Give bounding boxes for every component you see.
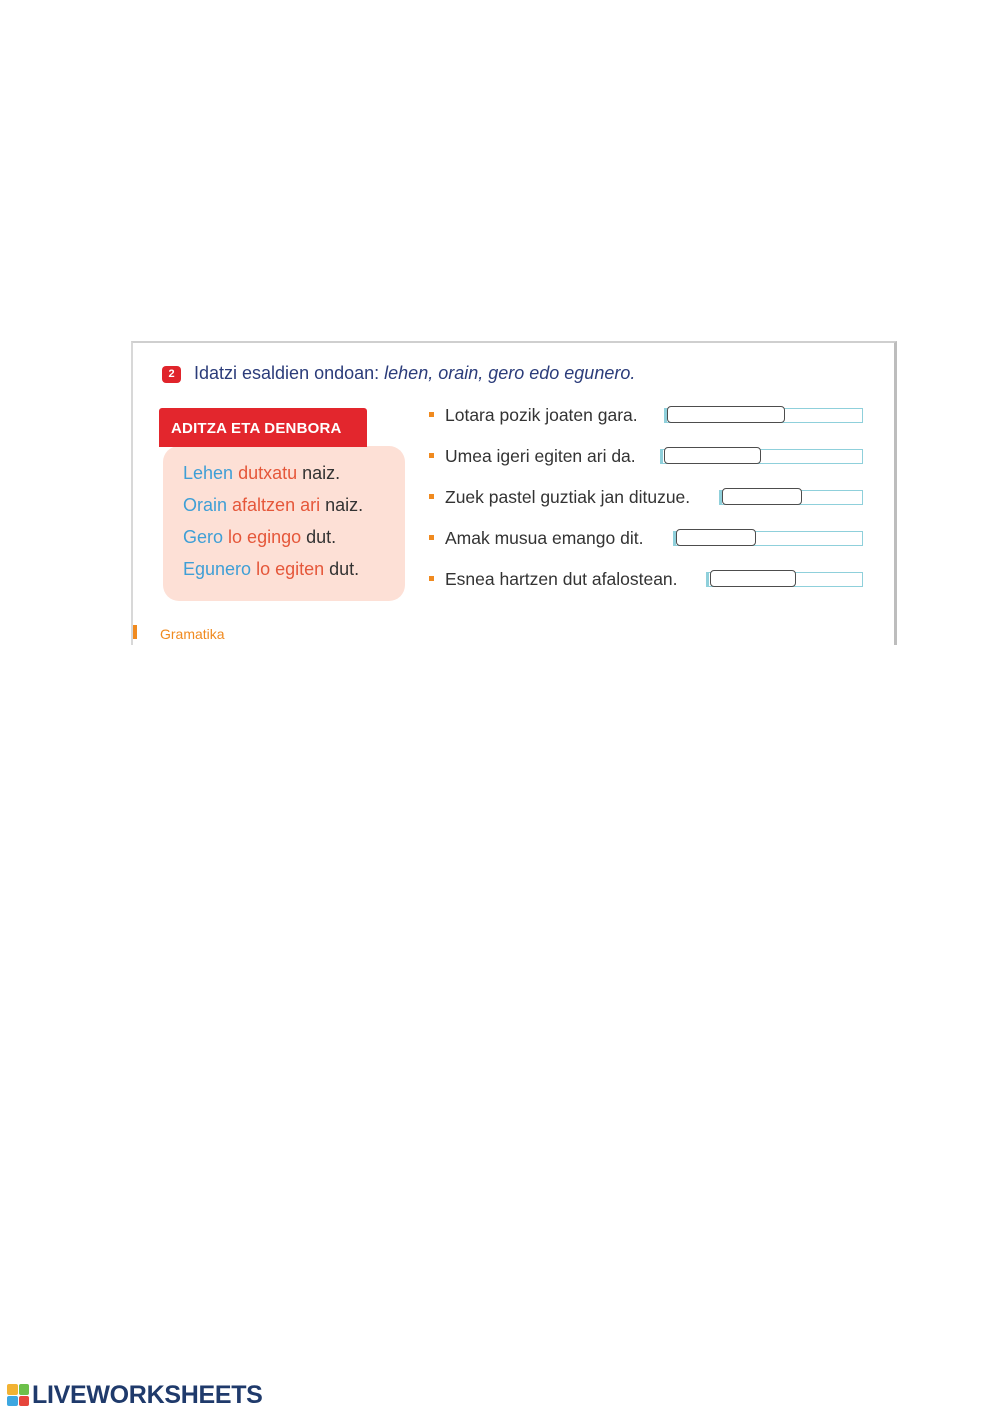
example-time-word: Egunero — [183, 559, 252, 579]
example-aux: dut. — [306, 527, 337, 547]
exercise-sentence — [429, 528, 643, 549]
bullet-icon — [429, 412, 434, 417]
footer-section-label: Gramatika — [160, 626, 225, 642]
brand-name: LIVEWORKSHEETS — [32, 1380, 263, 1409]
exercise-number-badge: 2 — [162, 366, 181, 383]
sentence-text: Zuek pastel guztiak jan dituzue. — [445, 487, 691, 507]
exercise-sentence — [429, 487, 690, 508]
instruction-intro: Idatzi esaldien ondoan: — [194, 363, 385, 383]
example-aux: naiz. — [302, 463, 341, 483]
liveworksheets-brand — [7, 1380, 263, 1409]
logo-square — [7, 1384, 18, 1395]
sentence-text: Lotara pozik joaten gara. — [445, 405, 638, 425]
bullet-icon — [429, 576, 434, 581]
grammar-example — [183, 527, 336, 548]
exercise-sentence — [429, 405, 638, 426]
exercise-sentence — [429, 569, 678, 590]
liveworksheets-logo-icon — [7, 1384, 29, 1406]
sentence-text: Umea igeri egiten ari da. — [445, 446, 636, 466]
example-aux: naiz. — [325, 495, 364, 515]
answer-input[interactable] — [664, 447, 761, 464]
grammar-example — [183, 495, 363, 516]
sentence-text: Amak musua emango dit. — [445, 528, 644, 548]
logo-square — [19, 1384, 30, 1395]
example-verb: lo egingo — [228, 527, 302, 547]
answer-input[interactable] — [710, 570, 796, 587]
example-verb: lo egiten — [256, 559, 325, 579]
example-verb: afaltzen ari — [232, 495, 321, 515]
example-time-word: Orain — [183, 495, 228, 515]
grammar-example — [183, 559, 359, 580]
exercise-instruction — [194, 363, 635, 384]
exercise-card — [131, 341, 897, 645]
bullet-icon — [429, 535, 434, 540]
footer-marker — [133, 625, 137, 639]
bullet-icon — [429, 453, 434, 458]
grammar-box-title: ADITZA ETA DENBORA — [159, 408, 367, 447]
example-aux: dut. — [329, 559, 360, 579]
answer-input[interactable] — [722, 488, 802, 505]
instruction-words: lehen, orain, gero edo egunero. — [384, 363, 636, 383]
grammar-example — [183, 463, 340, 484]
example-time-word: Lehen — [183, 463, 234, 483]
answer-input[interactable] — [667, 406, 785, 423]
example-verb: dutxatu — [238, 463, 298, 483]
exercise-sentence — [429, 446, 636, 467]
sentence-text: Esnea hartzen dut afalostean. — [445, 569, 678, 589]
answer-input[interactable] — [676, 529, 756, 546]
example-time-word: Gero — [183, 527, 224, 547]
bullet-icon — [429, 494, 434, 499]
logo-square — [19, 1396, 30, 1407]
logo-square — [7, 1396, 18, 1407]
